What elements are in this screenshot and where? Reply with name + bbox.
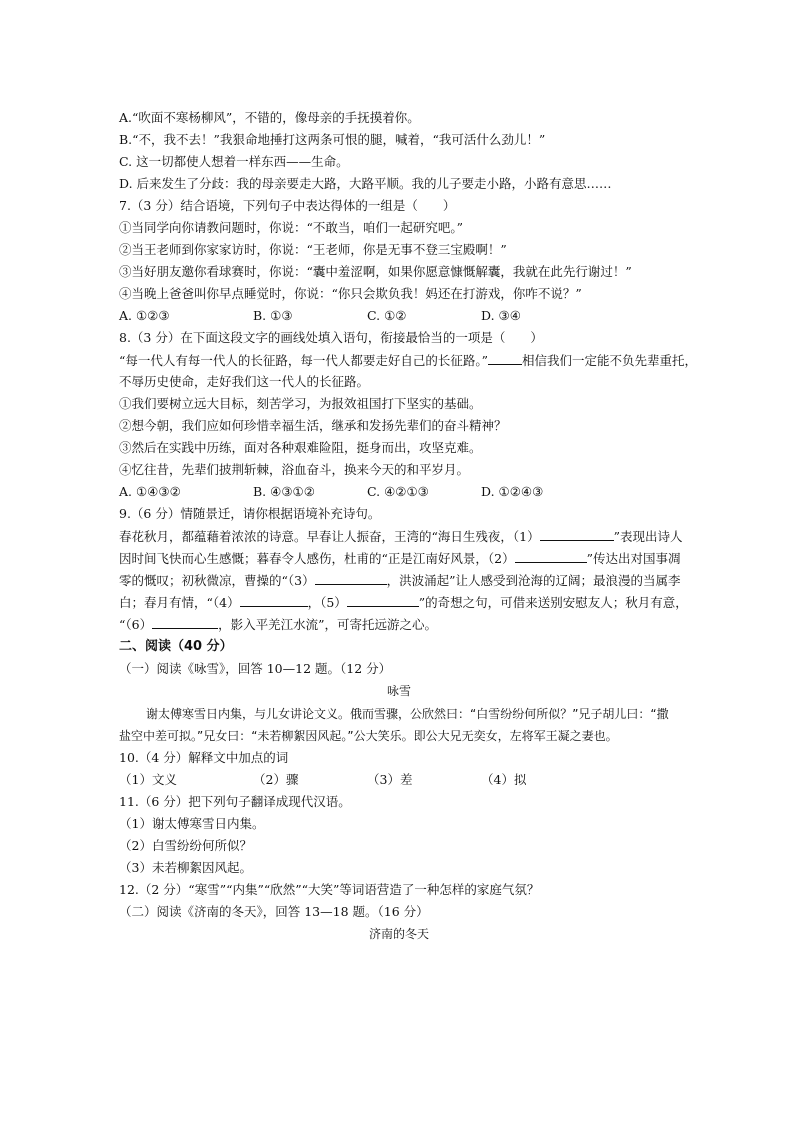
q8-item-1: ①我们要树立远大目标，刻苦学习，为报效祖国打下坚实的基础。 [119, 396, 482, 411]
q9-text: 零的慨叹；初秋微凉，曹操的“（3） [119, 573, 315, 588]
q7-item-4: ④当晚上爸爸叫你早点睡觉时，你说：“你只会欺负我！妈还在打游戏，你咋不说？” [119, 286, 582, 301]
q8-choice-c: C. ④②①③ [367, 484, 429, 499]
q10-stem: 10.（4 分）解释文中加点的词 [119, 750, 289, 765]
q10-word-1: （1）文义 [119, 772, 177, 787]
q9-stem: 9.（6 分）情随景迁，请你根据语境补充诗句。 [119, 506, 381, 521]
q7-choices [119, 308, 679, 324]
q7-item-1: ①当同学向你请教问题时，你说：“不敢当，咱们一起研究吧。” [119, 220, 464, 235]
q8-item-4: ④忆往昔，先辈们披荆斩棘，浴血奋斗，换来今天的和平岁月。 [119, 462, 470, 477]
q9-text: ，（5） [307, 595, 347, 610]
q8-choice-b: B. ④③①② [253, 484, 315, 499]
q10-word-4: （4）拟 [481, 772, 527, 787]
section-heading: 二、阅读（40 分） [119, 639, 233, 654]
q6-option-d: D. 后来发生了分歧：我的母亲要走大路，大路平顺。我的儿子要走小路，小路有意思…… [119, 176, 612, 191]
passage-text-1: 谢太傅寒雪日内集，与儿女讲论文义。俄而雪骤，公欣然曰：“白雪纷纷何所似？”兄子胡儿曰：“撒 [146, 707, 669, 721]
q9-text: ，洪波涌起”让人感受到沧海的辽阔；最浪漫的当属李 [386, 573, 681, 588]
q8-passage-part-1: “每一代人有每一代人的长征路，每一代人都要走好自己的长征路。” [119, 353, 489, 368]
q8-item-2: ②想今朝，我们应如何珍惜幸福生活，继承和发扬先辈们的奋斗精神？ [119, 418, 507, 433]
q12-stem: 12.（2 分）“寒雪”“内集”“欣然”“大笑”等词语营造了一种怎样的家庭气氛？ [119, 882, 540, 897]
q7-choice-d: D. ③④ [481, 308, 521, 323]
q9-text: “（6） [119, 617, 153, 632]
q7-choice-b: B. ①③ [253, 308, 293, 323]
q9-blank-6[interactable] [152, 616, 218, 629]
q8-stem: 8.（3 分）在下面这段文字的画线处填入语句，衔接最恰当的一项是（ ） [119, 330, 543, 345]
q8-choice-a: A. ①④③② [119, 484, 181, 499]
q8-passage-part-2: 相信我们一定能不负先辈重托， [522, 353, 698, 368]
q6-option-c: C. 这一切都使人想着一样东西——生命。 [119, 154, 349, 169]
q9-blank-1[interactable] [540, 528, 614, 541]
q9-text: ，影入平羌江水流”，可寄托远游之心。 [218, 617, 437, 632]
q9-blank-2[interactable] [515, 550, 587, 563]
q10-word-3: （3）差 [367, 772, 413, 787]
q9-line-1 [119, 528, 683, 545]
q11-item-3: （3）未若柳絮因风起。 [119, 860, 252, 875]
q11-item-1: （1）谢太傅寒雪日内集。 [119, 816, 265, 831]
q8-passage-line-1 [119, 352, 698, 369]
q6-option-b: B.“不，我不去！”我狠命地捶打这两条可恨的腿，喊着，“我可活什么劲儿！” [119, 132, 546, 147]
q9-blank-3[interactable] [315, 572, 387, 585]
q9-line-2 [119, 550, 679, 567]
q8-passage-line-2: 不辱历史使命，走好我们这一代人的长征路。 [119, 374, 370, 389]
part2-intro: （二）阅读《济南的冬天》，回答 13—18 题。（16 分） [119, 904, 429, 919]
part1-intro: （一）阅读《咏雪》，回答 10—12 题。（12 分） [119, 661, 392, 676]
q11-stem: 11.（6 分）把下列句子翻译成现代汉语。 [119, 794, 351, 809]
q7-item-3: ③当好朋友邀你看球赛时，你说：“囊中羞涩啊，如果你愿意慷慨解囊，我就在此先行谢过！” [119, 264, 632, 279]
q6-option-a: A.“吹面不寒杨柳风”，不错的，像母亲的手抚摸着你。 [119, 110, 420, 125]
q7-choice-a: A. ①②③ [119, 308, 170, 323]
q9-line-4 [119, 594, 688, 611]
q9-text: 因时间飞快而心生感慨；暮春令人感伤，杜甫的“正是江南好风景，（2） [119, 551, 515, 566]
q9-text: 白；春月有情，“（4） [119, 595, 240, 610]
q7-item-2: ②当王老师到你家家访时，你说：“王老师，你是无事不登三宝殿啊！” [119, 242, 507, 257]
q11-item-2: （2）白雪纷纷何所似？ [119, 838, 252, 853]
q8-answer-blank[interactable] [488, 352, 522, 365]
q9-blank-5[interactable] [347, 594, 419, 607]
q9-text: ”的奇想之句，可借来送别安慰友人；秋月有意， [418, 595, 688, 610]
part2-title: 济南的冬天 [368, 927, 429, 941]
q9-blank-4[interactable] [240, 594, 308, 607]
q9-text: 春花秋月，都蕴藉着浓浓的诗意。早春让人振奋，王湾的“海日生残夜，（1） [119, 529, 540, 544]
q7-stem: 7.（3 分）结合语境，下列句子中表达得体的一组是（ ） [119, 198, 456, 213]
q8-choices [119, 484, 679, 500]
q9-line-5 [119, 616, 679, 633]
q7-choice-c: C. ①② [367, 308, 407, 323]
q9-text: ”表现出诗人 [613, 529, 683, 544]
q9-line-3 [119, 572, 679, 589]
passage-text-2: 盐空中差可拟。”兄女曰：“未若柳絮因风起。”公大笑乐。即公大兄无奕女，左将军王凝之妻也。 [119, 729, 618, 743]
q9-text: ”传达出对国事凋 [586, 551, 681, 566]
q8-choice-d: D. ①②④③ [481, 484, 544, 499]
passage-title: 咏雪 [386, 684, 411, 698]
q8-item-3: ③然后在实践中历练，面对各种艰难险阻，挺身而出，攻坚克难。 [119, 440, 482, 455]
q10-words [119, 772, 679, 788]
q10-word-2: （2）骤 [253, 772, 299, 787]
